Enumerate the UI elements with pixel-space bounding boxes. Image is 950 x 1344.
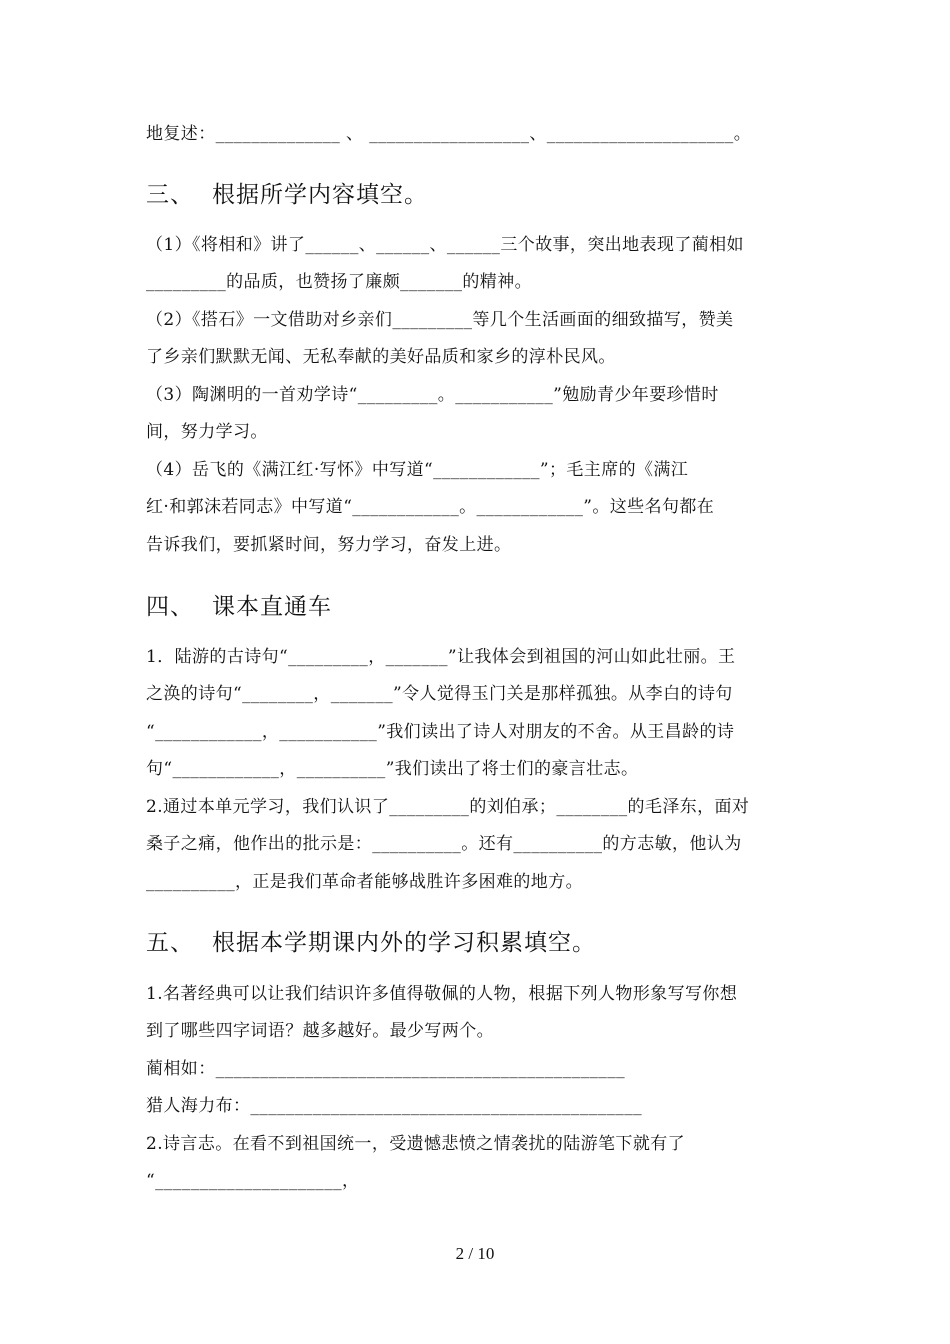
page-number: 2 / 10: [455, 1244, 495, 1263]
line-q2a: （2）《搭石》一文借助对乡亲们_________等几个生活画面的细致描写，赞美: [146, 310, 734, 330]
line-q2b: 了乡亲们默默无闻、无私奉献的美好品质和家乡的淳朴民风。: [146, 347, 616, 367]
line-q3a: （3）陶渊明的一首劝学诗“_________。___________”勉励青少年要珍惜时: [146, 385, 719, 405]
heading-title: 根据本学期课内外的学习积累填空。: [212, 930, 596, 956]
line-q3b: 间，努力学习。: [146, 422, 268, 442]
line-q1b: _________的品质，也赞扬了廉颇_______的精神。: [146, 272, 532, 292]
line-s4-2b: 桑子之痛，他作出的批示是：__________。还有__________的方志敏，他认为: [146, 834, 742, 854]
line-s5-1b: 到了哪些四字词语？越多越好。最少写两个。: [146, 1021, 494, 1041]
heading-section-3: [146, 181, 428, 209]
line-s4-1a: 1．陆游的古诗句“_________，_______”让我体会到祖国的河山如此壮丽。王: [146, 647, 736, 667]
heading-title: 课本直通车: [212, 594, 332, 620]
line-s4-2c: __________，正是我们革命者能够战胜许多困难的地方。: [146, 872, 583, 892]
line-s4-1c: “____________，___________”我们读出了诗人对朋友的不舍。从王昌龄的诗: [146, 722, 735, 742]
line-s4-1d: 句“____________，__________”我们读出了将士们的豪言壮志。: [146, 759, 639, 779]
line-q4a: （4）岳飞的《满江红·写怀》中写道“____________”；毛主席的《满江: [146, 460, 689, 480]
heading-number: 五、: [146, 930, 194, 956]
line-s5-1a: 1.名著经典可以让我们结识许多值得敬佩的人物，根据下列人物形象写写你想: [146, 984, 738, 1004]
line-lin-xiangru: 蔺相如：______________________________________________: [146, 1059, 625, 1079]
line-retell: 地复述：______________ 、 __________________、_____________________。: [146, 124, 752, 144]
line-q1a: （1）《将相和》讲了______、______、______三个故事，突出地表现了蔺相如: [146, 235, 744, 255]
heading-number: 三、: [146, 182, 194, 208]
line-s5-2b: “_____________________，: [146, 1171, 360, 1191]
line-q4c: 告诉我们，要抓紧时间，努力学习，奋发上进。: [146, 535, 512, 555]
heading-section-5: [146, 929, 596, 957]
line-q4b: 红·和郭沫若同志》中写道“____________。____________”。这些名句都在: [146, 497, 715, 517]
heading-number: 四、: [146, 594, 194, 620]
line-s5-2a: 2.诗言志。在看不到祖国统一，受遗憾悲愤之情袭扰的陆游笔下就有了: [146, 1134, 686, 1154]
heading-title: 根据所学内容填空。: [212, 182, 428, 208]
line-hailibu: 猎人海力布：____________________________________________: [146, 1096, 642, 1116]
line-s4-1b: 之涣的诗句“________，_______”令人觉得玉门关是那样孤独。从李白的诗句: [146, 684, 733, 704]
heading-section-4: [146, 593, 332, 621]
line-s4-2a: 2.通过本单元学习，我们认识了_________的刘伯承；________的毛泽东，面对: [146, 797, 750, 817]
